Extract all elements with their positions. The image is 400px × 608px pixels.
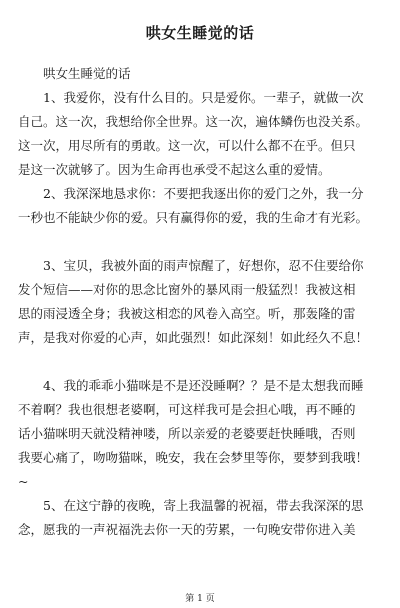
paragraph-line: 声，是我对你爱的心声，如此强烈！如此深刻！如此经久不息！ [18, 330, 369, 345]
document-title: 哄女生睡觉的话 [145, 24, 255, 42]
page-number: 第 1 页 [185, 594, 215, 604]
paragraph-4 [18, 374, 378, 494]
paragraph-line: 发个短信——对你的思念比窗外的暴风雨一般猛烈！我被这相 [18, 282, 356, 297]
paragraph-line: 2、我深深地恳求你：不要把我逐出你的爱门之外，我一分 [43, 186, 364, 201]
paragraph-line: 1、我爱你，没有什么目的。只是爱你。一辈子，就做一次 [43, 90, 364, 105]
paragraph-spacer [18, 350, 378, 374]
paragraph-line: 5、在这宁静的夜晚，寄上我温馨的祝福，带去我深深的思 [43, 498, 364, 513]
paragraph-line: 念，愿我的一声祝福洗去你一天的劳累，一句晚安带你进入美 [18, 522, 356, 537]
paragraph-spacer [18, 230, 378, 254]
paragraph-line: 思的雨浸透全身；我被这相恋的风卷入高空。听，那轰隆的雷 [18, 306, 356, 321]
paragraph-3 [18, 254, 378, 350]
paragraph-line: 是这一次就够了。因为生命再也承受不起这么重的爱情。 [18, 162, 331, 177]
paragraph-line: 自己。这一次，我想给你全世界。这一次，遍体鳞伤也没关系。 [18, 114, 369, 129]
paragraph-2 [18, 182, 378, 230]
paragraph-line: 一秒也不能缺少你的爱。只有赢得你的爱，我的生命才有光彩。 [18, 210, 369, 225]
paragraph-line: ~ [18, 474, 29, 489]
paragraph-line: 话小猫咪明天就没精神喽，所以亲爱的老婆要赶快睡哦，否则 [18, 426, 356, 441]
paragraph-5 [18, 494, 378, 542]
paragraph-line: 这一次，用尽所有的勇敢。这一次，可以什么都不在乎。但只 [18, 138, 356, 153]
paragraph-line: 不着啊？我也很想老婆啊，可这样我可是会担心哦，再不睡的 [18, 402, 356, 417]
paragraph-line: 4、我的乖乖小猫咪是不是还没睡啊？？是不是太想我而睡 [43, 378, 364, 393]
paragraph-1 [18, 86, 378, 182]
document-subtitle: 哄女生睡觉的话 [43, 66, 131, 81]
paragraph-line: 3、宝贝，我被外面的雨声惊醒了，好想你，忍不住要给你 [43, 258, 364, 273]
paragraph-line: 我要心痛了，吻吻猫咪，晚安，我在会梦里等你，要梦到我哦！ [18, 450, 369, 465]
document-body [18, 62, 378, 542]
